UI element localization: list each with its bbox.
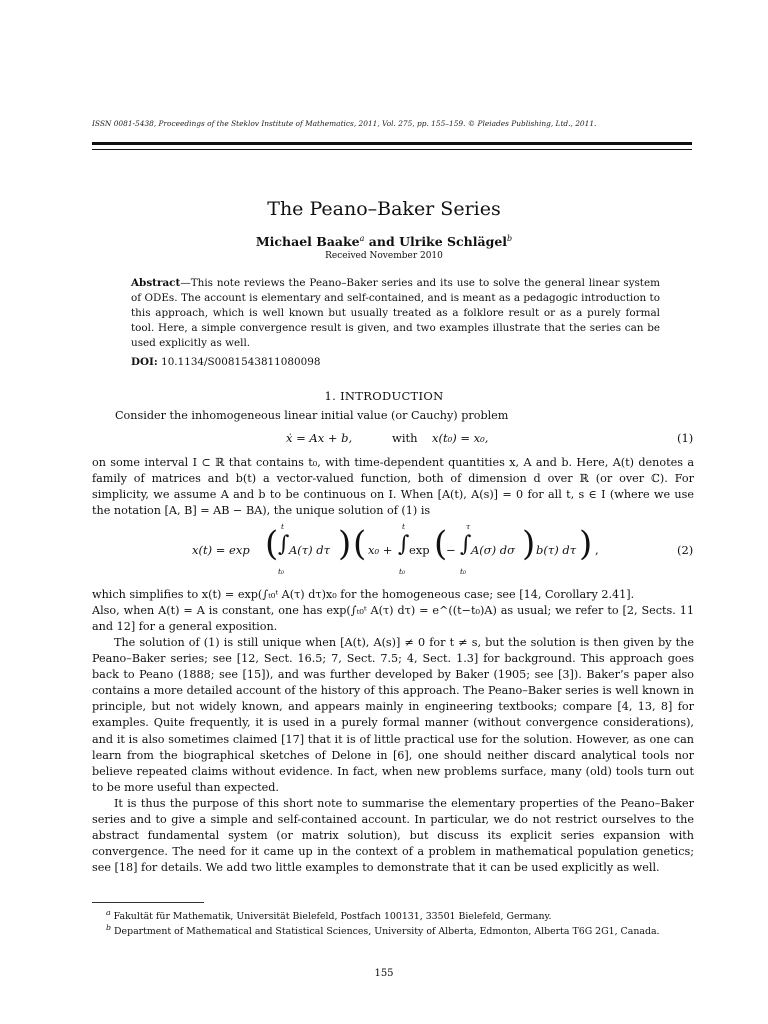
- section-number: 1.: [324, 389, 337, 403]
- author-1: Michael Baake: [255, 234, 360, 250]
- equation-2: [192, 522, 702, 584]
- author-1-mark: a: [359, 234, 365, 243]
- footnote-b-mark: b: [106, 923, 112, 932]
- author-line: [0, 234, 768, 249]
- paragraph-3: The solution of (1) is still unique when [A(t), A(s)] ≠ 0 for t ≠ s, but the solution is then given by the Peano–Baker series; see [12, Sect. 16.5; 7, Sect. 7.5; 4, Sect. 1.3] for background. This approach goes back to Peano (1888; see [15]), and was further developed by Baker (1905; see [3]). Baker’s paper also contains a more detailed account of the history of this approach. The Peano–Baker series is well known in principle, but not widely known, and appears mainly in engineering textbooks; compare [4, 13, 8] for examples. Quite frequently, it is used in a purely formal manner (without convergence considerations), and it is also sometimes claimed [17] that it is of little practical use for the solution. However, as one can learn from the biographical sketches of Delone in [6], one should neither discard analytical tools nor believe repeated claims without evidence. In fact, when new problems surface, many (old) tools turn out to be more useful than expected.: [92, 636, 694, 794]
- footnote-a-text: Fakultät für Mathematik, Universität Bielefeld, Postfach 100131, 33501 Bielefeld, Germany.: [113, 911, 552, 923]
- author-2-mark: b: [507, 234, 513, 243]
- doi: [131, 356, 320, 368]
- paragraph-2b: Also, when A(t) = A is constant, one has exp(∫ₜ₀ᵗ A(τ) dτ) = e^((t−t₀)A) as usual; we refer to [2, Sects. 11 and 12] for a general exposition.: [92, 604, 694, 634]
- received-date: Received November 2010: [325, 251, 443, 261]
- eq2-paren-close-2: ): [579, 524, 593, 564]
- paragraph-4: It is thus the purpose of this short note to summarise the elementary properties of the Peano–Baker series and to give a simple and self-contained account. In particular, we do not restrict ourselves to the abstract fundamental system (or matrix solution), but discuss its explicit series expansion with convergence. The need for it came up in the context of a problem in mathematical population genetics; see [18] for details. We add two little examples to demonstrate that it can be used explicitly as well.: [92, 797, 694, 875]
- eq2-exp: exp: [409, 543, 430, 557]
- eq2-integral-2: ∫: [398, 532, 410, 557]
- eq2-number: (2): [677, 543, 694, 557]
- eq2-int1-upper: t: [281, 522, 285, 531]
- eq2-minus: −: [446, 543, 456, 557]
- footnote-b: [106, 921, 694, 938]
- abstract: [131, 276, 660, 351]
- journal-header: ISSN 0081-5438, Proceedings of the Steklov Institute of Mathematics, 2011, Vol. 275, pp. 155–159. © Pleiades Publishing, Ltd., 2011.: [92, 119, 597, 128]
- footnote-b-text: Department of Mathematical and Statistical Sciences, University of Alberta, Edmonton, Alberta T6G 2G1, Canada.: [114, 926, 660, 938]
- eq2-int2-lower: t₀: [399, 567, 406, 576]
- paper-title: The Peano–Baker Series: [267, 198, 501, 220]
- intro-line: Consider the inhomogeneous linear initial value (or Cauchy) problem: [115, 409, 509, 422]
- eq2-paren-close-1: ): [338, 524, 352, 564]
- eq1-lhs: ẋ = Ax + b,: [286, 431, 353, 445]
- doi-label: DOI:: [131, 356, 158, 368]
- eq1-with: with: [392, 431, 418, 445]
- paragraph-2a: which simplifies to x(t) = exp(∫ₜ₀ᵗ A(τ) dτ)x₀ for the homogeneous case; see [14, Corollary 2.41].: [92, 588, 635, 601]
- eq2-int1-lower: t₀: [278, 567, 285, 576]
- eq2-integral-3: ∫: [460, 532, 472, 557]
- eq2-int2-upper: t: [402, 522, 406, 531]
- header-rule-thin: [92, 149, 692, 150]
- eq2-b-tau: b(τ) dτ: [536, 543, 577, 557]
- eq2-paren-close-3: ): [522, 524, 536, 564]
- eq1-number: (1): [677, 431, 694, 445]
- eq2-int3-lower: t₀: [460, 567, 467, 576]
- eq2-paren-open-2: (: [353, 524, 367, 564]
- eq2-paren-open-3: (: [434, 524, 448, 564]
- eq2-integral-1: ∫: [278, 532, 290, 557]
- author-2: Ulrike Schlägel: [399, 234, 508, 250]
- abstract-label: Abstract: [131, 277, 181, 289]
- eq2-A-tau: A(τ) dτ: [289, 543, 331, 557]
- eq2-xt: x(t) = exp: [192, 543, 250, 557]
- paragraph-1: on some interval I ⊂ ℝ that contains t₀, with time-dependent quantities x, A and b. Here, A(t) denotes a family of matrices and b(t) a vector-valued function, both of dimension d over ℝ (or over ℂ). For simplicity, we assume A and b to be continuous on I. When [A(t), A(s)] = 0 for all t, s ∈ I (where we use the notation [A, B] = AB − BA), the unique solution of (1) is: [92, 456, 694, 518]
- author-conjunction: and: [368, 234, 395, 250]
- section-title: INTRODUCTION: [340, 389, 444, 403]
- abstract-text: —This note reviews the Peano–Baker series and its use to solve the general linear system of ODEs. The account is elementary and self-contained, and is meant as a pedagogic introduction to this approach, which is well known but usually treated as a folklore result or as a purely formal tool. Here, a simple convergence result is given, and two examples illustrate that the series can be used explicitly as well.: [131, 277, 660, 349]
- eq1-rhs: x(t₀) = x₀,: [432, 431, 489, 445]
- page-number: 155: [374, 968, 394, 979]
- eq2-comma: ,: [595, 543, 599, 557]
- doi-value[interactable]: 10.1134/S0081543811080098: [161, 356, 321, 368]
- section-heading: [0, 389, 768, 403]
- footnote-rule: [92, 902, 204, 903]
- eq2-A-sigma: A(σ) dσ: [471, 543, 515, 557]
- header-rule-thick: [92, 142, 692, 145]
- eq2-int3-upper: τ: [466, 522, 471, 531]
- footnote-a-mark: a: [106, 908, 111, 917]
- eq2-paren-open-1: (: [265, 524, 279, 564]
- eq2-x0-plus: x₀ +: [368, 543, 393, 557]
